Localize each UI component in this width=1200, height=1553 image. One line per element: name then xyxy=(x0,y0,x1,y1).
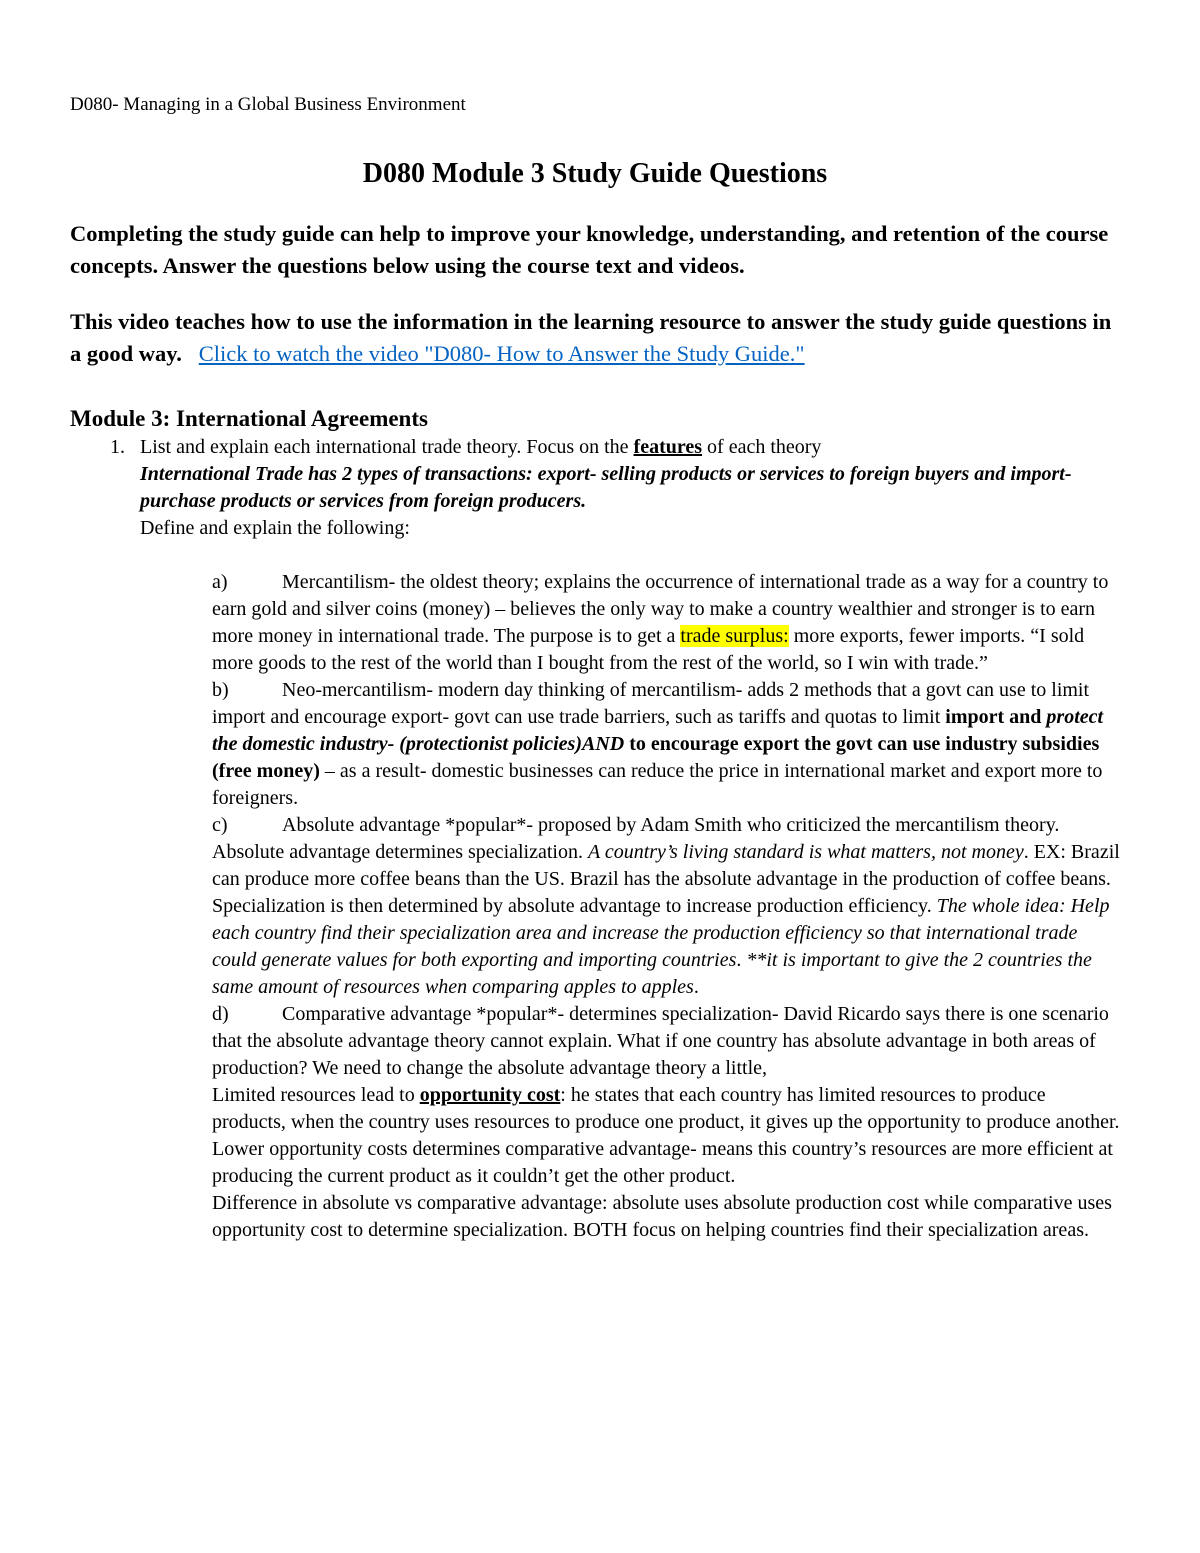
item-text: Mercantilism- the oldest theory; explains the occurrence of international trade as a way for a country to earn gold and silver coins (money) – believes the only way to make a country wealthier and stronger is to earn more money in international trade. The purpose is to get a xyxy=(212,571,1109,647)
video-paragraph xyxy=(70,306,1120,370)
item-text: : he states that each country has limited resources to produce products, when the country uses resources to produce one product, it gives up the opportunity to produce another. xyxy=(212,1084,1120,1133)
course-header: D080- Managing in a Global Business Environment xyxy=(70,94,466,115)
question-text xyxy=(140,434,1120,461)
question-features: features xyxy=(633,436,703,458)
item-text: – as a result- domestic businesses can reduce the price in international market and export more to foreigners. xyxy=(212,760,1103,809)
theory-item-c xyxy=(212,812,1120,1001)
theory-item-a xyxy=(212,569,1120,677)
highlight-trade-surplus: trade surplus: xyxy=(680,625,789,647)
trade-intro: International Trade has 2 types of transactions: export- selling products or services to foreign buyers and import- purchase products or services from foreign producers. xyxy=(140,463,1072,512)
item-italic: A country’s living standard is what matters, not money xyxy=(587,841,1024,863)
opportunity-cost-paragraph xyxy=(212,1082,1120,1136)
lower-opportunity-paragraph: Lower opportunity costs determines comparative advantage- means this country’s resources are more efficient at producing the current product as it couldn’t get the other product. xyxy=(212,1138,1113,1187)
item-label: b) xyxy=(212,679,229,701)
theory-item-d xyxy=(212,1001,1120,1082)
intro-paragraph xyxy=(70,218,1120,282)
question-text-b: of each theory xyxy=(702,436,822,458)
item-text: Comparative advantage *popular*- determines specialization- David Ricardo says there is one scenario that the absolute advantage theory cannot explain. What if one country has absolute advantage in both areas of production? We need to change the absolute advantage theory a little, xyxy=(212,1003,1109,1079)
theory-item-b xyxy=(212,677,1120,812)
item-text: Absolute advantage *popular*- proposed by Adam Smith who criticized the mercantilism theory. Absolute advantage determines specialization. xyxy=(212,814,1060,863)
define-instruction: Define and explain the following: xyxy=(140,517,410,539)
theory-list xyxy=(212,569,1120,1244)
difference-paragraph: Difference in absolute vs comparative advantage: absolute uses absolute production cost while comparative uses opportunity cost to determine specialization. BOTH focus on helping countries find their specialization areas. xyxy=(212,1192,1112,1241)
item-text: Neo-mercantilism- modern day thinking of mercantilism- adds 2 methods that a govt can use to limit import and encourage export- govt can use trade barriers, such as tariffs and quotas to limit xyxy=(212,679,1090,728)
item-label: c) xyxy=(212,814,228,836)
item-text: . xyxy=(736,949,747,971)
intro-text: Completing the study guide can help to improve your knowledge, understanding, and retention of the course concepts. Answer the questions below using the course text and videos. xyxy=(70,221,1109,278)
question-body xyxy=(140,434,1120,542)
module-heading: Module 3: International Agreements xyxy=(70,406,428,431)
item-text: . xyxy=(693,976,699,998)
video-link[interactable]: Click to watch the video "D080- How to Answer the Study Guide." xyxy=(198,341,805,366)
item-bold: import and xyxy=(945,706,1047,728)
item-bold: to encourage export the govt can use industry subsidies (free money) xyxy=(212,733,1100,782)
opportunity-cost-term: opportunity cost xyxy=(419,1084,561,1106)
item-text: more exports, fewer imports. “I sold more goods to the rest of the world than I bought from the rest of the world, so I win with trade.” xyxy=(212,625,1085,674)
question-number: 1. xyxy=(110,436,125,458)
item-italic: The whole idea: Help each country find their specialization area and increase the production efficiency so that international trade could generate values for both exporting and importing countries xyxy=(212,895,1110,971)
item-italic: **it is important to give the 2 countries the same amount of resources when comparing apples to apples xyxy=(212,949,1092,998)
item-bold-italic: protect the domestic industry- (protectionist policies)AND xyxy=(212,706,1104,755)
question-text-a: List and explain each international trade theory. Focus on the xyxy=(140,436,634,458)
item-label: a) xyxy=(212,571,228,593)
item-text: . EX: Brazil can produce more coffee beans than the US. Brazil has the absolute advantage in the production of coffee beans. Specialization is then determined by absolute advantage to increase production efficiency. xyxy=(212,841,1120,917)
page-title: D080 Module 3 Study Guide Questions xyxy=(362,158,828,189)
video-text: This video teaches how to use the information in the learning resource to answer the study guide questions in a good way. xyxy=(70,309,1112,366)
item-text: Limited resources lead to xyxy=(212,1084,420,1106)
item-label: d) xyxy=(212,1003,229,1025)
question-1 xyxy=(110,434,1120,542)
